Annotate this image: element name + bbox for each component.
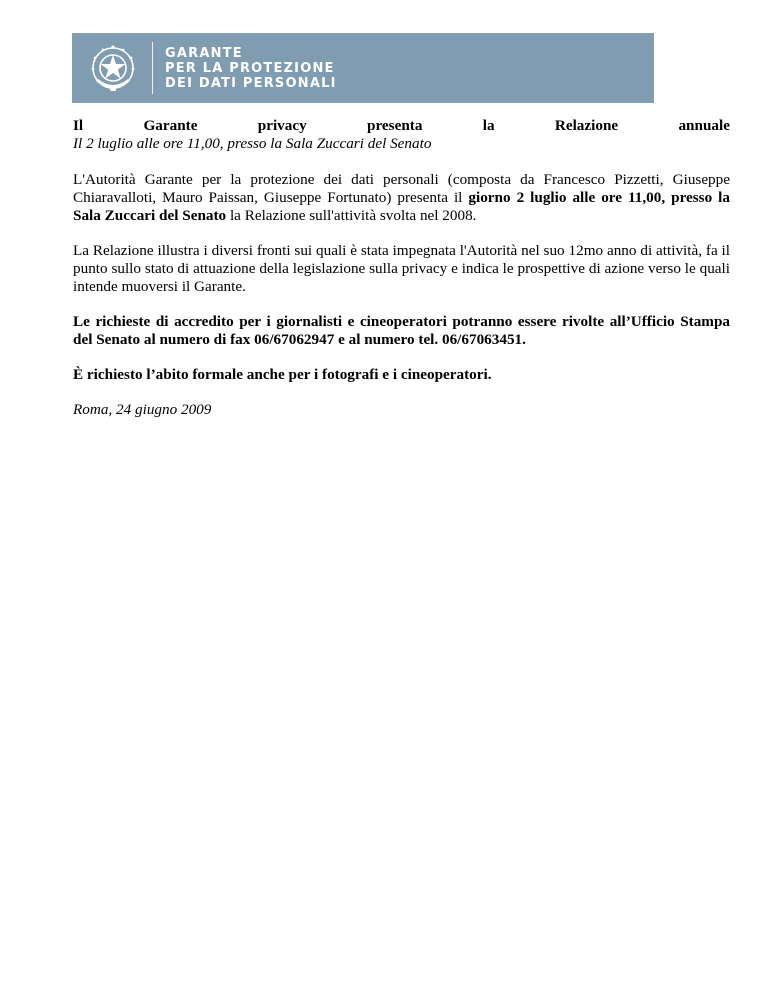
paragraph-composition <box>73 171 730 225</box>
title-word: Relazione <box>554 117 619 134</box>
header-banner <box>72 33 654 103</box>
title-word: presenta <box>367 117 423 134</box>
title-word: Il <box>73 117 84 134</box>
title-word: annuale <box>678 117 730 134</box>
press-release-title <box>73 117 730 135</box>
logo-line-1: GARANTE <box>165 45 243 61</box>
release-date: Roma, 24 giugno 2009 <box>73 401 212 418</box>
logo-text <box>165 46 337 91</box>
logo-line-3: DEI DATI PERSONALI <box>165 75 337 91</box>
paragraph-text: L'Autorità Garante per la protezione dei dati personali (composta da Francesco Pizzetti, Giuseppe Chiaravalloti, Mauro Paissan, Giuseppe Fortunato) presenta il <box>73 171 730 206</box>
title-word: Garante <box>143 117 198 134</box>
paragraph-text: la Relazione sull'attività svolta nel 2008. <box>226 207 477 224</box>
title-word: privacy <box>257 117 307 134</box>
title-word: la <box>482 117 495 134</box>
press-release-body <box>73 117 730 419</box>
press-release-subtitle: Il 2 luglio alle ore 11,00, presso la Sala Zuccari del Senato <box>73 135 432 152</box>
italian-republic-emblem-icon <box>86 41 140 95</box>
logo-line-2: PER LA PROTEZIONE <box>165 60 335 76</box>
banner-divider <box>152 42 153 94</box>
paragraph-report-summary: La Relazione illustra i diversi fronti sui quali è stata impegnata l'Autorità nel suo 12mo anno di attività, fa il punto sullo stato di attuazione della legislazione sulla privacy e indica le prospettive di azione verso le quali intende muoversi il Garante. <box>73 242 730 295</box>
paragraph-dress-code: È richiesto l’abito formale anche per i fotografi e i cineoperatori. <box>73 366 492 383</box>
event-date-location: giorno 2 luglio alle ore 11,00, presso la Sala Zuccari del Senato <box>73 189 730 224</box>
paragraph-accreditation: Le richieste di accredito per i giornalisti e cineoperatori potranno essere rivolte all’Ufficio Stampa del Senato al numero di fax 06/67062947 e al numero tel. 06/67063451. <box>73 313 730 348</box>
